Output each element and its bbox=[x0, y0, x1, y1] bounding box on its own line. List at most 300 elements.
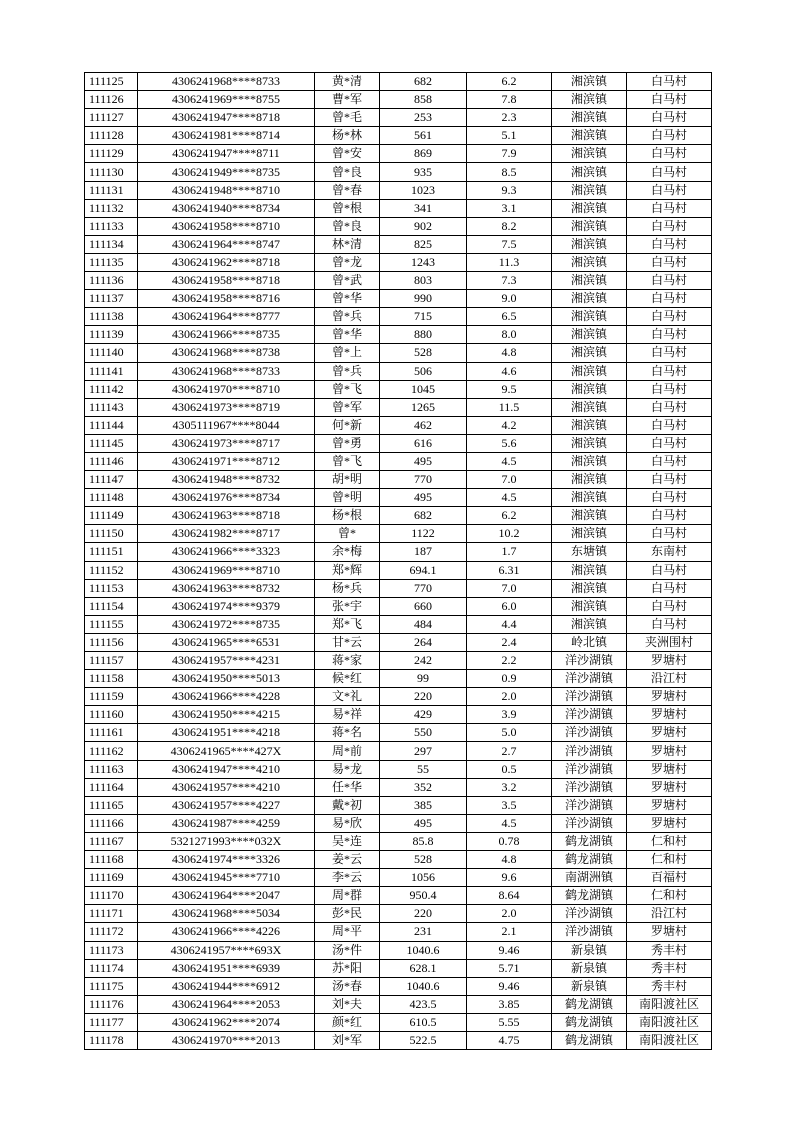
serial-number-cell: 111137 bbox=[85, 290, 138, 308]
serial-number-cell: 111166 bbox=[85, 814, 138, 832]
table-row bbox=[85, 127, 712, 145]
village-cell: 罗塘村 bbox=[627, 814, 712, 832]
table-row bbox=[85, 923, 712, 941]
village-cell: 南阳渡社区 bbox=[627, 1031, 712, 1049]
village-cell: 白马村 bbox=[627, 615, 712, 633]
serial-number-cell: 111134 bbox=[85, 235, 138, 253]
table-row bbox=[85, 199, 712, 217]
amount-cell: 1040.6 bbox=[380, 977, 467, 995]
id-number-cell: 4306241958****8716 bbox=[138, 290, 315, 308]
town-cell: 湘滨镇 bbox=[552, 235, 627, 253]
amount-cell: 99 bbox=[380, 670, 467, 688]
village-cell: 白马村 bbox=[627, 398, 712, 416]
table-row bbox=[85, 778, 712, 796]
quantity-cell: 3.5 bbox=[467, 796, 552, 814]
amount-cell: 462 bbox=[380, 416, 467, 434]
name-cell: 曾*明 bbox=[315, 489, 380, 507]
id-number-cell: 4306241964****2053 bbox=[138, 995, 315, 1013]
town-cell: 洋沙湖镇 bbox=[552, 706, 627, 724]
table-row bbox=[85, 489, 712, 507]
town-cell: 洋沙湖镇 bbox=[552, 724, 627, 742]
table-row bbox=[85, 163, 712, 181]
table-row bbox=[85, 253, 712, 271]
name-cell: 林*清 bbox=[315, 235, 380, 253]
town-cell: 洋沙湖镇 bbox=[552, 796, 627, 814]
id-number-cell: 4306241945****7710 bbox=[138, 869, 315, 887]
name-cell: 姜*云 bbox=[315, 851, 380, 869]
amount-cell: 484 bbox=[380, 615, 467, 633]
table-row bbox=[85, 398, 712, 416]
name-cell: 曾*良 bbox=[315, 163, 380, 181]
quantity-cell: 0.78 bbox=[467, 832, 552, 850]
village-cell: 白马村 bbox=[627, 181, 712, 199]
town-cell: 湘滨镇 bbox=[552, 507, 627, 525]
village-cell: 百福村 bbox=[627, 869, 712, 887]
table-row bbox=[85, 217, 712, 235]
id-number-cell: 4306241948****8732 bbox=[138, 471, 315, 489]
town-cell: 南湖洲镇 bbox=[552, 869, 627, 887]
id-number-cell: 4306241965****427X bbox=[138, 742, 315, 760]
amount-cell: 1265 bbox=[380, 398, 467, 416]
id-number-cell: 4306241950****4215 bbox=[138, 706, 315, 724]
amount-cell: 1122 bbox=[380, 525, 467, 543]
amount-cell: 297 bbox=[380, 742, 467, 760]
table-row bbox=[85, 543, 712, 561]
amount-cell: 950.4 bbox=[380, 887, 467, 905]
town-cell: 鹤龙湖镇 bbox=[552, 851, 627, 869]
amount-cell: 423.5 bbox=[380, 995, 467, 1013]
amount-cell: 522.5 bbox=[380, 1031, 467, 1049]
quantity-cell: 11.3 bbox=[467, 253, 552, 271]
table-row bbox=[85, 742, 712, 760]
amount-cell: 1045 bbox=[380, 380, 467, 398]
town-cell: 洋沙湖镇 bbox=[552, 760, 627, 778]
name-cell: 曹*军 bbox=[315, 91, 380, 109]
quantity-cell: 2.3 bbox=[467, 109, 552, 127]
quantity-cell: 4.6 bbox=[467, 362, 552, 380]
id-number-cell: 4306241970****8710 bbox=[138, 380, 315, 398]
quantity-cell: 7.3 bbox=[467, 272, 552, 290]
town-cell: 湘滨镇 bbox=[552, 326, 627, 344]
table-row bbox=[85, 706, 712, 724]
quantity-cell: 4.75 bbox=[467, 1031, 552, 1049]
village-cell: 白马村 bbox=[627, 272, 712, 290]
id-number-cell: 4306241981****8714 bbox=[138, 127, 315, 145]
quantity-cell: 3.1 bbox=[467, 199, 552, 217]
id-number-cell: 4306241970****2013 bbox=[138, 1031, 315, 1049]
village-cell: 罗塘村 bbox=[627, 923, 712, 941]
quantity-cell: 2.4 bbox=[467, 633, 552, 651]
serial-number-cell: 111150 bbox=[85, 525, 138, 543]
village-cell: 罗塘村 bbox=[627, 778, 712, 796]
village-cell: 白马村 bbox=[627, 561, 712, 579]
serial-number-cell: 111148 bbox=[85, 489, 138, 507]
id-number-cell: 5321271993****032X bbox=[138, 832, 315, 850]
serial-number-cell: 111125 bbox=[85, 73, 138, 91]
village-cell: 白马村 bbox=[627, 452, 712, 470]
table-row bbox=[85, 887, 712, 905]
quantity-cell: 5.55 bbox=[467, 1013, 552, 1031]
name-cell: 杨*林 bbox=[315, 127, 380, 145]
amount-cell: 628.1 bbox=[380, 959, 467, 977]
name-cell: 张*宇 bbox=[315, 597, 380, 615]
table-row bbox=[85, 1013, 712, 1031]
serial-number-cell: 111146 bbox=[85, 452, 138, 470]
village-cell: 白马村 bbox=[627, 344, 712, 362]
serial-number-cell: 111143 bbox=[85, 398, 138, 416]
id-number-cell: 4305111967****8044 bbox=[138, 416, 315, 434]
serial-number-cell: 111162 bbox=[85, 742, 138, 760]
amount-cell: 550 bbox=[380, 724, 467, 742]
table-row bbox=[85, 507, 712, 525]
town-cell: 湘滨镇 bbox=[552, 199, 627, 217]
quantity-cell: 0.9 bbox=[467, 670, 552, 688]
serial-number-cell: 111165 bbox=[85, 796, 138, 814]
table-row bbox=[85, 814, 712, 832]
village-cell: 罗塘村 bbox=[627, 760, 712, 778]
quantity-cell: 7.8 bbox=[467, 91, 552, 109]
table-row bbox=[85, 977, 712, 995]
id-number-cell: 4306241966****3323 bbox=[138, 543, 315, 561]
name-cell: 曾*龙 bbox=[315, 253, 380, 271]
amount-cell: 341 bbox=[380, 199, 467, 217]
name-cell: 曾*勇 bbox=[315, 434, 380, 452]
id-number-cell: 4306241968****8733 bbox=[138, 362, 315, 380]
table-row bbox=[85, 995, 712, 1013]
village-cell: 罗塘村 bbox=[627, 796, 712, 814]
id-number-cell: 4306241969****8755 bbox=[138, 91, 315, 109]
amount-cell: 1243 bbox=[380, 253, 467, 271]
id-number-cell: 4306241965****6531 bbox=[138, 633, 315, 651]
town-cell: 洋沙湖镇 bbox=[552, 670, 627, 688]
quantity-cell: 4.8 bbox=[467, 344, 552, 362]
id-number-cell: 4306241949****8735 bbox=[138, 163, 315, 181]
table-row bbox=[85, 832, 712, 850]
name-cell: 吴*连 bbox=[315, 832, 380, 850]
quantity-cell: 4.5 bbox=[467, 452, 552, 470]
village-cell: 罗塘村 bbox=[627, 652, 712, 670]
quantity-cell: 4.4 bbox=[467, 615, 552, 633]
table-row bbox=[85, 579, 712, 597]
quantity-cell: 7.0 bbox=[467, 471, 552, 489]
table-row bbox=[85, 615, 712, 633]
village-cell: 秀丰村 bbox=[627, 941, 712, 959]
serial-number-cell: 111178 bbox=[85, 1031, 138, 1049]
table-row bbox=[85, 109, 712, 127]
town-cell: 新泉镇 bbox=[552, 959, 627, 977]
amount-cell: 220 bbox=[380, 905, 467, 923]
serial-number-cell: 111138 bbox=[85, 308, 138, 326]
village-cell: 白马村 bbox=[627, 362, 712, 380]
id-number-cell: 4306241966****4226 bbox=[138, 923, 315, 941]
quantity-cell: 6.2 bbox=[467, 73, 552, 91]
village-cell: 白马村 bbox=[627, 471, 712, 489]
amount-cell: 495 bbox=[380, 489, 467, 507]
quantity-cell: 8.2 bbox=[467, 217, 552, 235]
quantity-cell: 4.8 bbox=[467, 851, 552, 869]
village-cell: 白马村 bbox=[627, 145, 712, 163]
id-number-cell: 4306241968****8738 bbox=[138, 344, 315, 362]
quantity-cell: 7.0 bbox=[467, 579, 552, 597]
quantity-cell: 8.0 bbox=[467, 326, 552, 344]
village-cell: 白马村 bbox=[627, 326, 712, 344]
id-number-cell: 4306241957****4231 bbox=[138, 652, 315, 670]
name-cell: 苏*阳 bbox=[315, 959, 380, 977]
town-cell: 湘滨镇 bbox=[552, 73, 627, 91]
serial-number-cell: 111149 bbox=[85, 507, 138, 525]
town-cell: 湘滨镇 bbox=[552, 127, 627, 145]
id-number-cell: 4306241957****4210 bbox=[138, 778, 315, 796]
table-row bbox=[85, 670, 712, 688]
serial-number-cell: 111133 bbox=[85, 217, 138, 235]
serial-number-cell: 111130 bbox=[85, 163, 138, 181]
name-cell: 曾*安 bbox=[315, 145, 380, 163]
name-cell: 曾* bbox=[315, 525, 380, 543]
name-cell: 何*新 bbox=[315, 416, 380, 434]
serial-number-cell: 111152 bbox=[85, 561, 138, 579]
quantity-cell: 3.85 bbox=[467, 995, 552, 1013]
serial-number-cell: 111151 bbox=[85, 543, 138, 561]
town-cell: 洋沙湖镇 bbox=[552, 923, 627, 941]
town-cell: 湘滨镇 bbox=[552, 272, 627, 290]
id-number-cell: 4306241973****8719 bbox=[138, 398, 315, 416]
town-cell: 洋沙湖镇 bbox=[552, 652, 627, 670]
name-cell: 易*龙 bbox=[315, 760, 380, 778]
id-number-cell: 4306241947****4210 bbox=[138, 760, 315, 778]
town-cell: 湘滨镇 bbox=[552, 91, 627, 109]
serial-number-cell: 111161 bbox=[85, 724, 138, 742]
id-number-cell: 4306241951****6939 bbox=[138, 959, 315, 977]
amount-cell: 770 bbox=[380, 579, 467, 597]
id-number-cell: 4306241982****8717 bbox=[138, 525, 315, 543]
serial-number-cell: 111145 bbox=[85, 434, 138, 452]
id-number-cell: 4306241964****2047 bbox=[138, 887, 315, 905]
quantity-cell: 3.9 bbox=[467, 706, 552, 724]
records-table bbox=[84, 72, 712, 1050]
town-cell: 洋沙湖镇 bbox=[552, 905, 627, 923]
serial-number-cell: 111175 bbox=[85, 977, 138, 995]
table-row bbox=[85, 633, 712, 651]
town-cell: 湘滨镇 bbox=[552, 597, 627, 615]
amount-cell: 880 bbox=[380, 326, 467, 344]
table-row bbox=[85, 362, 712, 380]
amount-cell: 55 bbox=[380, 760, 467, 778]
name-cell: 曾*华 bbox=[315, 290, 380, 308]
amount-cell: 682 bbox=[380, 507, 467, 525]
id-number-cell: 4306241944****6912 bbox=[138, 977, 315, 995]
name-cell: 汤*春 bbox=[315, 977, 380, 995]
serial-number-cell: 111172 bbox=[85, 923, 138, 941]
serial-number-cell: 111164 bbox=[85, 778, 138, 796]
serial-number-cell: 111158 bbox=[85, 670, 138, 688]
amount-cell: 682 bbox=[380, 73, 467, 91]
town-cell: 鹤龙湖镇 bbox=[552, 1031, 627, 1049]
name-cell: 曾*军 bbox=[315, 398, 380, 416]
name-cell: 颜*红 bbox=[315, 1013, 380, 1031]
town-cell: 湘滨镇 bbox=[552, 561, 627, 579]
id-number-cell: 4306241973****8717 bbox=[138, 434, 315, 452]
quantity-cell: 2.0 bbox=[467, 688, 552, 706]
village-cell: 白马村 bbox=[627, 217, 712, 235]
quantity-cell: 6.0 bbox=[467, 597, 552, 615]
amount-cell: 352 bbox=[380, 778, 467, 796]
name-cell: 甘*云 bbox=[315, 633, 380, 651]
id-number-cell: 4306241962****8718 bbox=[138, 253, 315, 271]
quantity-cell: 5.71 bbox=[467, 959, 552, 977]
town-cell: 湘滨镇 bbox=[552, 471, 627, 489]
table-row bbox=[85, 145, 712, 163]
id-number-cell: 4306241972****8735 bbox=[138, 615, 315, 633]
town-cell: 鹤龙湖镇 bbox=[552, 887, 627, 905]
table-row bbox=[85, 941, 712, 959]
village-cell: 罗塘村 bbox=[627, 724, 712, 742]
village-cell: 白马村 bbox=[627, 127, 712, 145]
serial-number-cell: 111132 bbox=[85, 199, 138, 217]
quantity-cell: 1.7 bbox=[467, 543, 552, 561]
table-row bbox=[85, 308, 712, 326]
town-cell: 湘滨镇 bbox=[552, 362, 627, 380]
name-cell: 曾*毛 bbox=[315, 109, 380, 127]
id-number-cell: 4306241976****8734 bbox=[138, 489, 315, 507]
serial-number-cell: 111135 bbox=[85, 253, 138, 271]
amount-cell: 935 bbox=[380, 163, 467, 181]
amount-cell: 253 bbox=[380, 109, 467, 127]
quantity-cell: 9.5 bbox=[467, 380, 552, 398]
quantity-cell: 4.2 bbox=[467, 416, 552, 434]
quantity-cell: 2.7 bbox=[467, 742, 552, 760]
quantity-cell: 9.6 bbox=[467, 869, 552, 887]
id-number-cell: 4306241951****4218 bbox=[138, 724, 315, 742]
name-cell: 胡*明 bbox=[315, 471, 380, 489]
town-cell: 湘滨镇 bbox=[552, 344, 627, 362]
amount-cell: 264 bbox=[380, 633, 467, 651]
town-cell: 湘滨镇 bbox=[552, 452, 627, 470]
quantity-cell: 7.9 bbox=[467, 145, 552, 163]
name-cell: 曾*春 bbox=[315, 181, 380, 199]
quantity-cell: 2.1 bbox=[467, 923, 552, 941]
village-cell: 白马村 bbox=[627, 434, 712, 452]
id-number-cell: 4306241969****8710 bbox=[138, 561, 315, 579]
name-cell: 戴*初 bbox=[315, 796, 380, 814]
serial-number-cell: 111163 bbox=[85, 760, 138, 778]
id-number-cell: 4306241963****8718 bbox=[138, 507, 315, 525]
table-row bbox=[85, 688, 712, 706]
village-cell: 白马村 bbox=[627, 235, 712, 253]
village-cell: 白马村 bbox=[627, 109, 712, 127]
quantity-cell: 2.2 bbox=[467, 652, 552, 670]
name-cell: 曾*华 bbox=[315, 326, 380, 344]
serial-number-cell: 111167 bbox=[85, 832, 138, 850]
village-cell: 白马村 bbox=[627, 163, 712, 181]
table-row bbox=[85, 73, 712, 91]
serial-number-cell: 111144 bbox=[85, 416, 138, 434]
name-cell: 曾*兵 bbox=[315, 362, 380, 380]
name-cell: 曾*飞 bbox=[315, 452, 380, 470]
quantity-cell: 2.0 bbox=[467, 905, 552, 923]
amount-cell: 242 bbox=[380, 652, 467, 670]
serial-number-cell: 111127 bbox=[85, 109, 138, 127]
amount-cell: 220 bbox=[380, 688, 467, 706]
village-cell: 白马村 bbox=[627, 579, 712, 597]
table-row bbox=[85, 272, 712, 290]
name-cell: 刘*夫 bbox=[315, 995, 380, 1013]
amount-cell: 858 bbox=[380, 91, 467, 109]
table-row bbox=[85, 959, 712, 977]
town-cell: 湘滨镇 bbox=[552, 615, 627, 633]
village-cell: 白马村 bbox=[627, 91, 712, 109]
village-cell: 白马村 bbox=[627, 73, 712, 91]
name-cell: 黄*清 bbox=[315, 73, 380, 91]
amount-cell: 770 bbox=[380, 471, 467, 489]
village-cell: 南阳渡社区 bbox=[627, 995, 712, 1013]
village-cell: 白马村 bbox=[627, 525, 712, 543]
amount-cell: 85.8 bbox=[380, 832, 467, 850]
serial-number-cell: 111153 bbox=[85, 579, 138, 597]
name-cell: 曾*良 bbox=[315, 217, 380, 235]
id-number-cell: 4306241966****4228 bbox=[138, 688, 315, 706]
id-number-cell: 4306241950****5013 bbox=[138, 670, 315, 688]
village-cell: 东南村 bbox=[627, 543, 712, 561]
amount-cell: 990 bbox=[380, 290, 467, 308]
town-cell: 湘滨镇 bbox=[552, 163, 627, 181]
serial-number-cell: 111129 bbox=[85, 145, 138, 163]
name-cell: 刘*军 bbox=[315, 1031, 380, 1049]
village-cell: 仁和村 bbox=[627, 851, 712, 869]
serial-number-cell: 111168 bbox=[85, 851, 138, 869]
table-row bbox=[85, 235, 712, 253]
amount-cell: 902 bbox=[380, 217, 467, 235]
quantity-cell: 9.0 bbox=[467, 290, 552, 308]
amount-cell: 803 bbox=[380, 272, 467, 290]
table-row bbox=[85, 452, 712, 470]
name-cell: 郑*辉 bbox=[315, 561, 380, 579]
amount-cell: 495 bbox=[380, 452, 467, 470]
quantity-cell: 5.1 bbox=[467, 127, 552, 145]
id-number-cell: 4306241987****4259 bbox=[138, 814, 315, 832]
name-cell: 曾*根 bbox=[315, 199, 380, 217]
quantity-cell: 6.31 bbox=[467, 561, 552, 579]
amount-cell: 825 bbox=[380, 235, 467, 253]
serial-number-cell: 111171 bbox=[85, 905, 138, 923]
id-number-cell: 4306241968****8733 bbox=[138, 73, 315, 91]
village-cell: 南阳渡社区 bbox=[627, 1013, 712, 1031]
id-number-cell: 4306241966****8735 bbox=[138, 326, 315, 344]
amount-cell: 187 bbox=[380, 543, 467, 561]
town-cell: 湘滨镇 bbox=[552, 398, 627, 416]
id-number-cell: 4306241971****8712 bbox=[138, 452, 315, 470]
id-number-cell: 4306241957****693X bbox=[138, 941, 315, 959]
id-number-cell: 4306241964****8747 bbox=[138, 235, 315, 253]
serial-number-cell: 111141 bbox=[85, 362, 138, 380]
name-cell: 任*华 bbox=[315, 778, 380, 796]
quantity-cell: 9.46 bbox=[467, 941, 552, 959]
amount-cell: 694.1 bbox=[380, 561, 467, 579]
table-row bbox=[85, 796, 712, 814]
table-row bbox=[85, 652, 712, 670]
town-cell: 洋沙湖镇 bbox=[552, 688, 627, 706]
amount-cell: 1040.6 bbox=[380, 941, 467, 959]
serial-number-cell: 111140 bbox=[85, 344, 138, 362]
town-cell: 湘滨镇 bbox=[552, 217, 627, 235]
name-cell: 易*祥 bbox=[315, 706, 380, 724]
name-cell: 曾*上 bbox=[315, 344, 380, 362]
amount-cell: 616 bbox=[380, 434, 467, 452]
table-row bbox=[85, 344, 712, 362]
village-cell: 仁和村 bbox=[627, 832, 712, 850]
table-row bbox=[85, 905, 712, 923]
amount-cell: 385 bbox=[380, 796, 467, 814]
id-number-cell: 4306241962****2074 bbox=[138, 1013, 315, 1031]
